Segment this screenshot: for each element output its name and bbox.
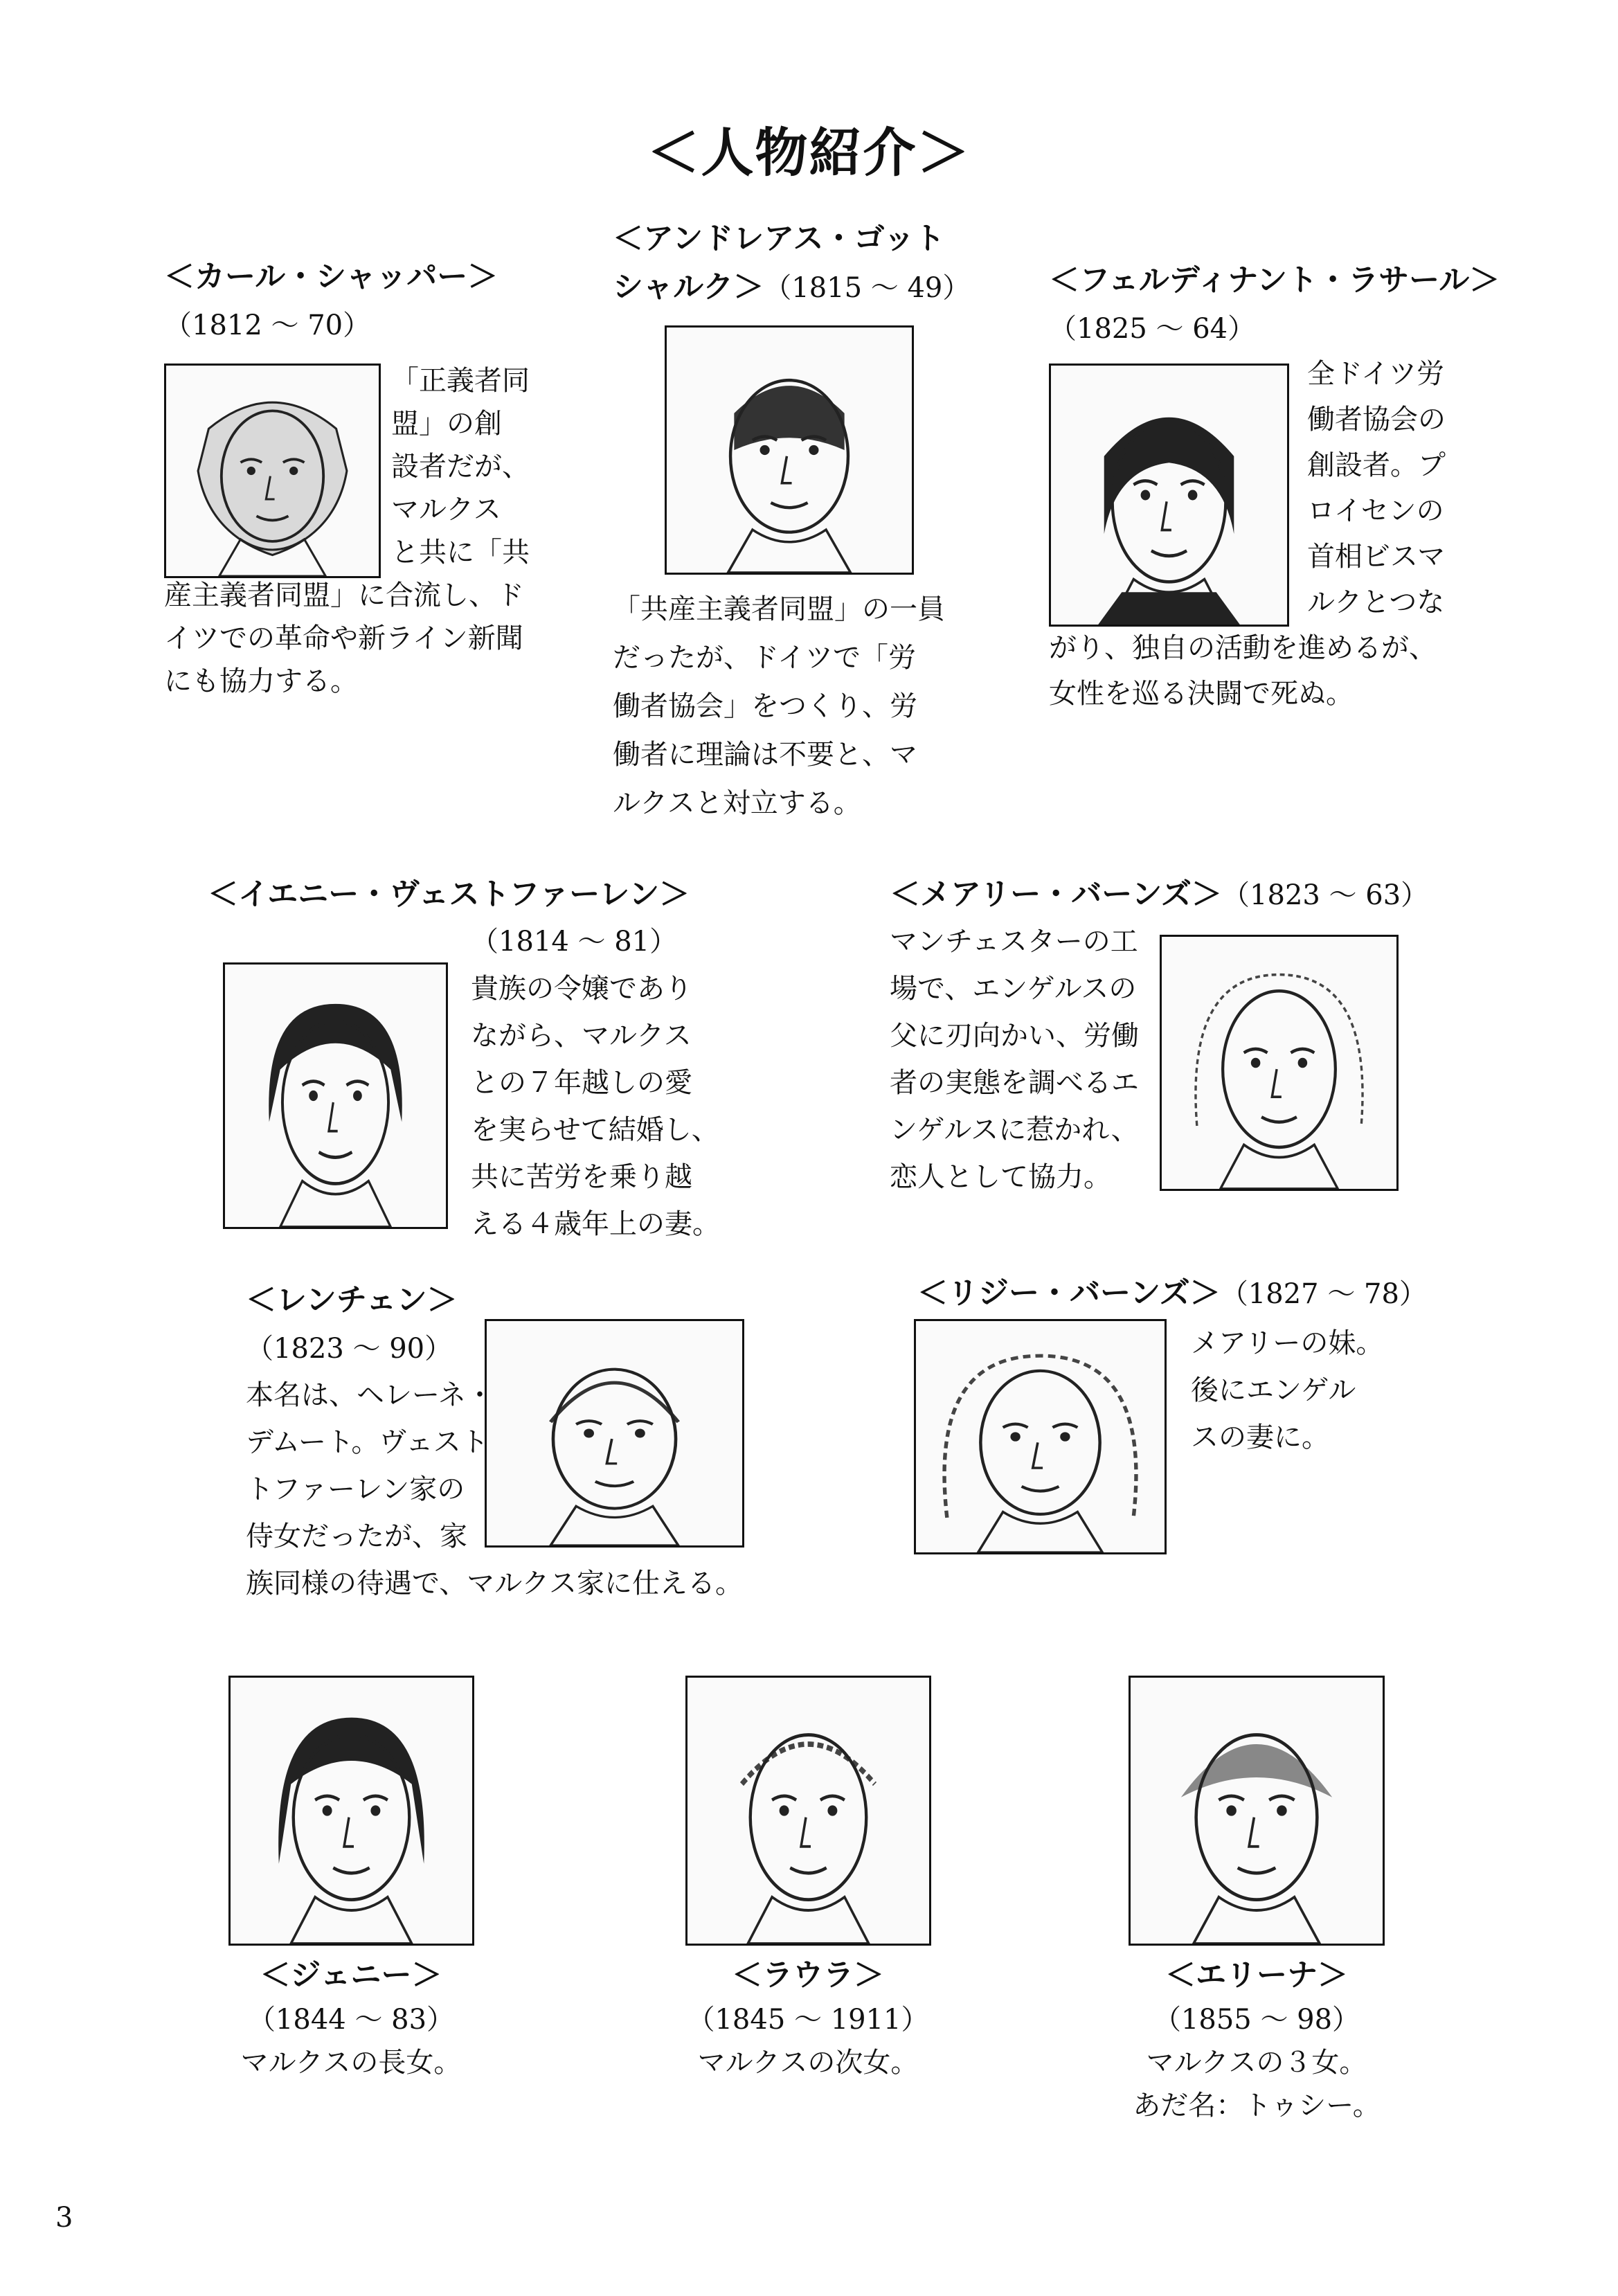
character-name: ＜レンチェン＞: [246, 1282, 458, 1318]
character-name: ＜カール・シャッパー＞: [164, 259, 498, 294]
description-line: 恋人として協力。: [890, 1161, 1111, 1193]
description-line: あだ名：トゥシー。: [1133, 2090, 1381, 2122]
description-line: マンチェスターの工: [890, 926, 1138, 958]
character-name-part: ＜メアリー・バーンズ＞: [890, 877, 1223, 912]
character-years: （1815 ～ 49）: [764, 272, 971, 304]
portrait-lenchen: [485, 1319, 744, 1548]
portrait-laura: [685, 1676, 931, 1946]
description-line: ルクとつな: [1307, 586, 1445, 618]
description-line: と共に「共: [391, 537, 530, 568]
description-line: 後にエンゲル: [1191, 1374, 1356, 1406]
character-years: （1814 ～ 81）: [471, 926, 678, 958]
portrait-gottschalk: [665, 325, 914, 575]
character-years: （1823 ～ 63）: [1222, 879, 1429, 911]
description-line: デムート。ヴェスト: [246, 1426, 489, 1458]
character-years: （1855 ～ 98）: [1153, 2004, 1360, 2036]
description-line: 働者に理論は不要と、マ: [613, 739, 917, 771]
portrait-schapper: [164, 364, 381, 578]
character-laura: [635, 1953, 981, 2084]
portrait-lizzie-burns: [914, 1319, 1167, 1554]
portrait-eleanor: [1129, 1676, 1385, 1946]
description-line: える４歳年上の妻。: [471, 1208, 720, 1240]
description-line: ルクスと対立する。: [613, 787, 861, 819]
character-years: （1827 ～ 78）: [1220, 1278, 1427, 1310]
description-line: 「共産主義者同盟」の一員: [613, 593, 945, 625]
description-line: 全ドイツ労: [1307, 358, 1444, 390]
description-line: 働者協会の: [1307, 404, 1446, 436]
character-name: ＜アンドレアス・ゴット: [613, 221, 945, 256]
description-line: トファーレン家の: [246, 1473, 465, 1505]
description-line: にも協力する。: [164, 665, 358, 697]
character-years: （1825 ～ 64）: [1049, 313, 1256, 345]
description-line: 侍女だったが、家: [246, 1521, 467, 1552]
description-line: 者の実態を調べるエ: [890, 1067, 1139, 1099]
description-line: イツでの革命や新ライン新聞: [164, 622, 523, 654]
character-name: ＜エリーナ＞: [1165, 1957, 1348, 1993]
description-line: 「正義者同: [391, 365, 530, 397]
character-years: （1845 ～ 1911）: [687, 2004, 929, 2036]
description-line: 盟」の創: [391, 408, 502, 440]
description-line: 設者だが、: [391, 451, 530, 483]
character-name: [917, 1273, 1427, 1315]
description-line: マルクスの長女。: [240, 2047, 462, 2079]
description-line: マルクスの次女。: [697, 2047, 919, 2079]
character-name: ＜ジェニー＞: [260, 1957, 442, 1993]
description-line: を実らせて結婚し、: [471, 1114, 719, 1146]
character-name: [890, 874, 1428, 916]
portrait-jenny-westphalen: [223, 962, 448, 1229]
portrait-mary-burns: [1160, 935, 1399, 1191]
description-line: 貴族の令嬢であり: [471, 973, 692, 1005]
description-line: 女性を巡る決闘で死ぬ。: [1049, 678, 1354, 710]
description-line: メアリーの妹。: [1191, 1327, 1384, 1359]
description-line: スの妻に。: [1191, 1421, 1329, 1453]
description-line: ンゲルスに惹かれ、: [890, 1114, 1139, 1146]
portrait-jenny: [228, 1676, 474, 1946]
character-name-part: ＜リジー・バーンズ＞: [917, 1275, 1221, 1311]
description-line: マルクス: [391, 494, 501, 526]
character-years: （1812 ～ 70）: [164, 310, 371, 341]
character-years: （1823 ～ 90）: [246, 1333, 453, 1365]
description-line: 産主義者同盟」に合流し、ド: [164, 580, 524, 611]
description-line: ロイセンの: [1307, 495, 1444, 527]
portrait-lassalle: [1049, 364, 1289, 627]
description-line: 首相ビスマ: [1307, 541, 1446, 573]
character-name-part: シャルク＞: [613, 269, 764, 305]
character-eleanor: [1084, 1953, 1430, 2127]
description-line: 創設者。プ: [1307, 449, 1446, 481]
description-line: 場で、エンゲルスの: [890, 973, 1137, 1005]
character-name: [613, 267, 970, 309]
description-line: だったが、ドイツで「労: [613, 642, 916, 674]
page-title: ＜人物紹介＞: [647, 122, 971, 183]
description-line: 働者協会」をつくり、労: [613, 690, 917, 722]
description-line: ながら、マルクス: [471, 1020, 692, 1052]
description-line: 父に刃向かい、労働: [890, 1020, 1139, 1052]
character-jenny: [178, 1953, 524, 2084]
description-line: 族同様の待遇で、マルクス家に仕える。: [246, 1568, 743, 1599]
character-years: （1844 ～ 83）: [247, 2004, 455, 2036]
description-line: との７年越しの愛: [471, 1067, 692, 1099]
description-line: がり、独自の活動を進めるが、: [1049, 632, 1437, 664]
character-name: ＜ラウラ＞: [732, 1957, 884, 1993]
character-name: ＜イエニー・ヴェストファーレン＞: [208, 877, 690, 912]
character-name: ＜フェルディナント・ラサール＞: [1049, 262, 1500, 298]
page-number: 3: [55, 2202, 73, 2234]
description-line: 本名は、ヘレーネ・: [246, 1379, 494, 1411]
description-line: 共に苦労を乗り越: [471, 1161, 692, 1193]
description-line: マルクスの３女。: [1146, 2047, 1367, 2079]
